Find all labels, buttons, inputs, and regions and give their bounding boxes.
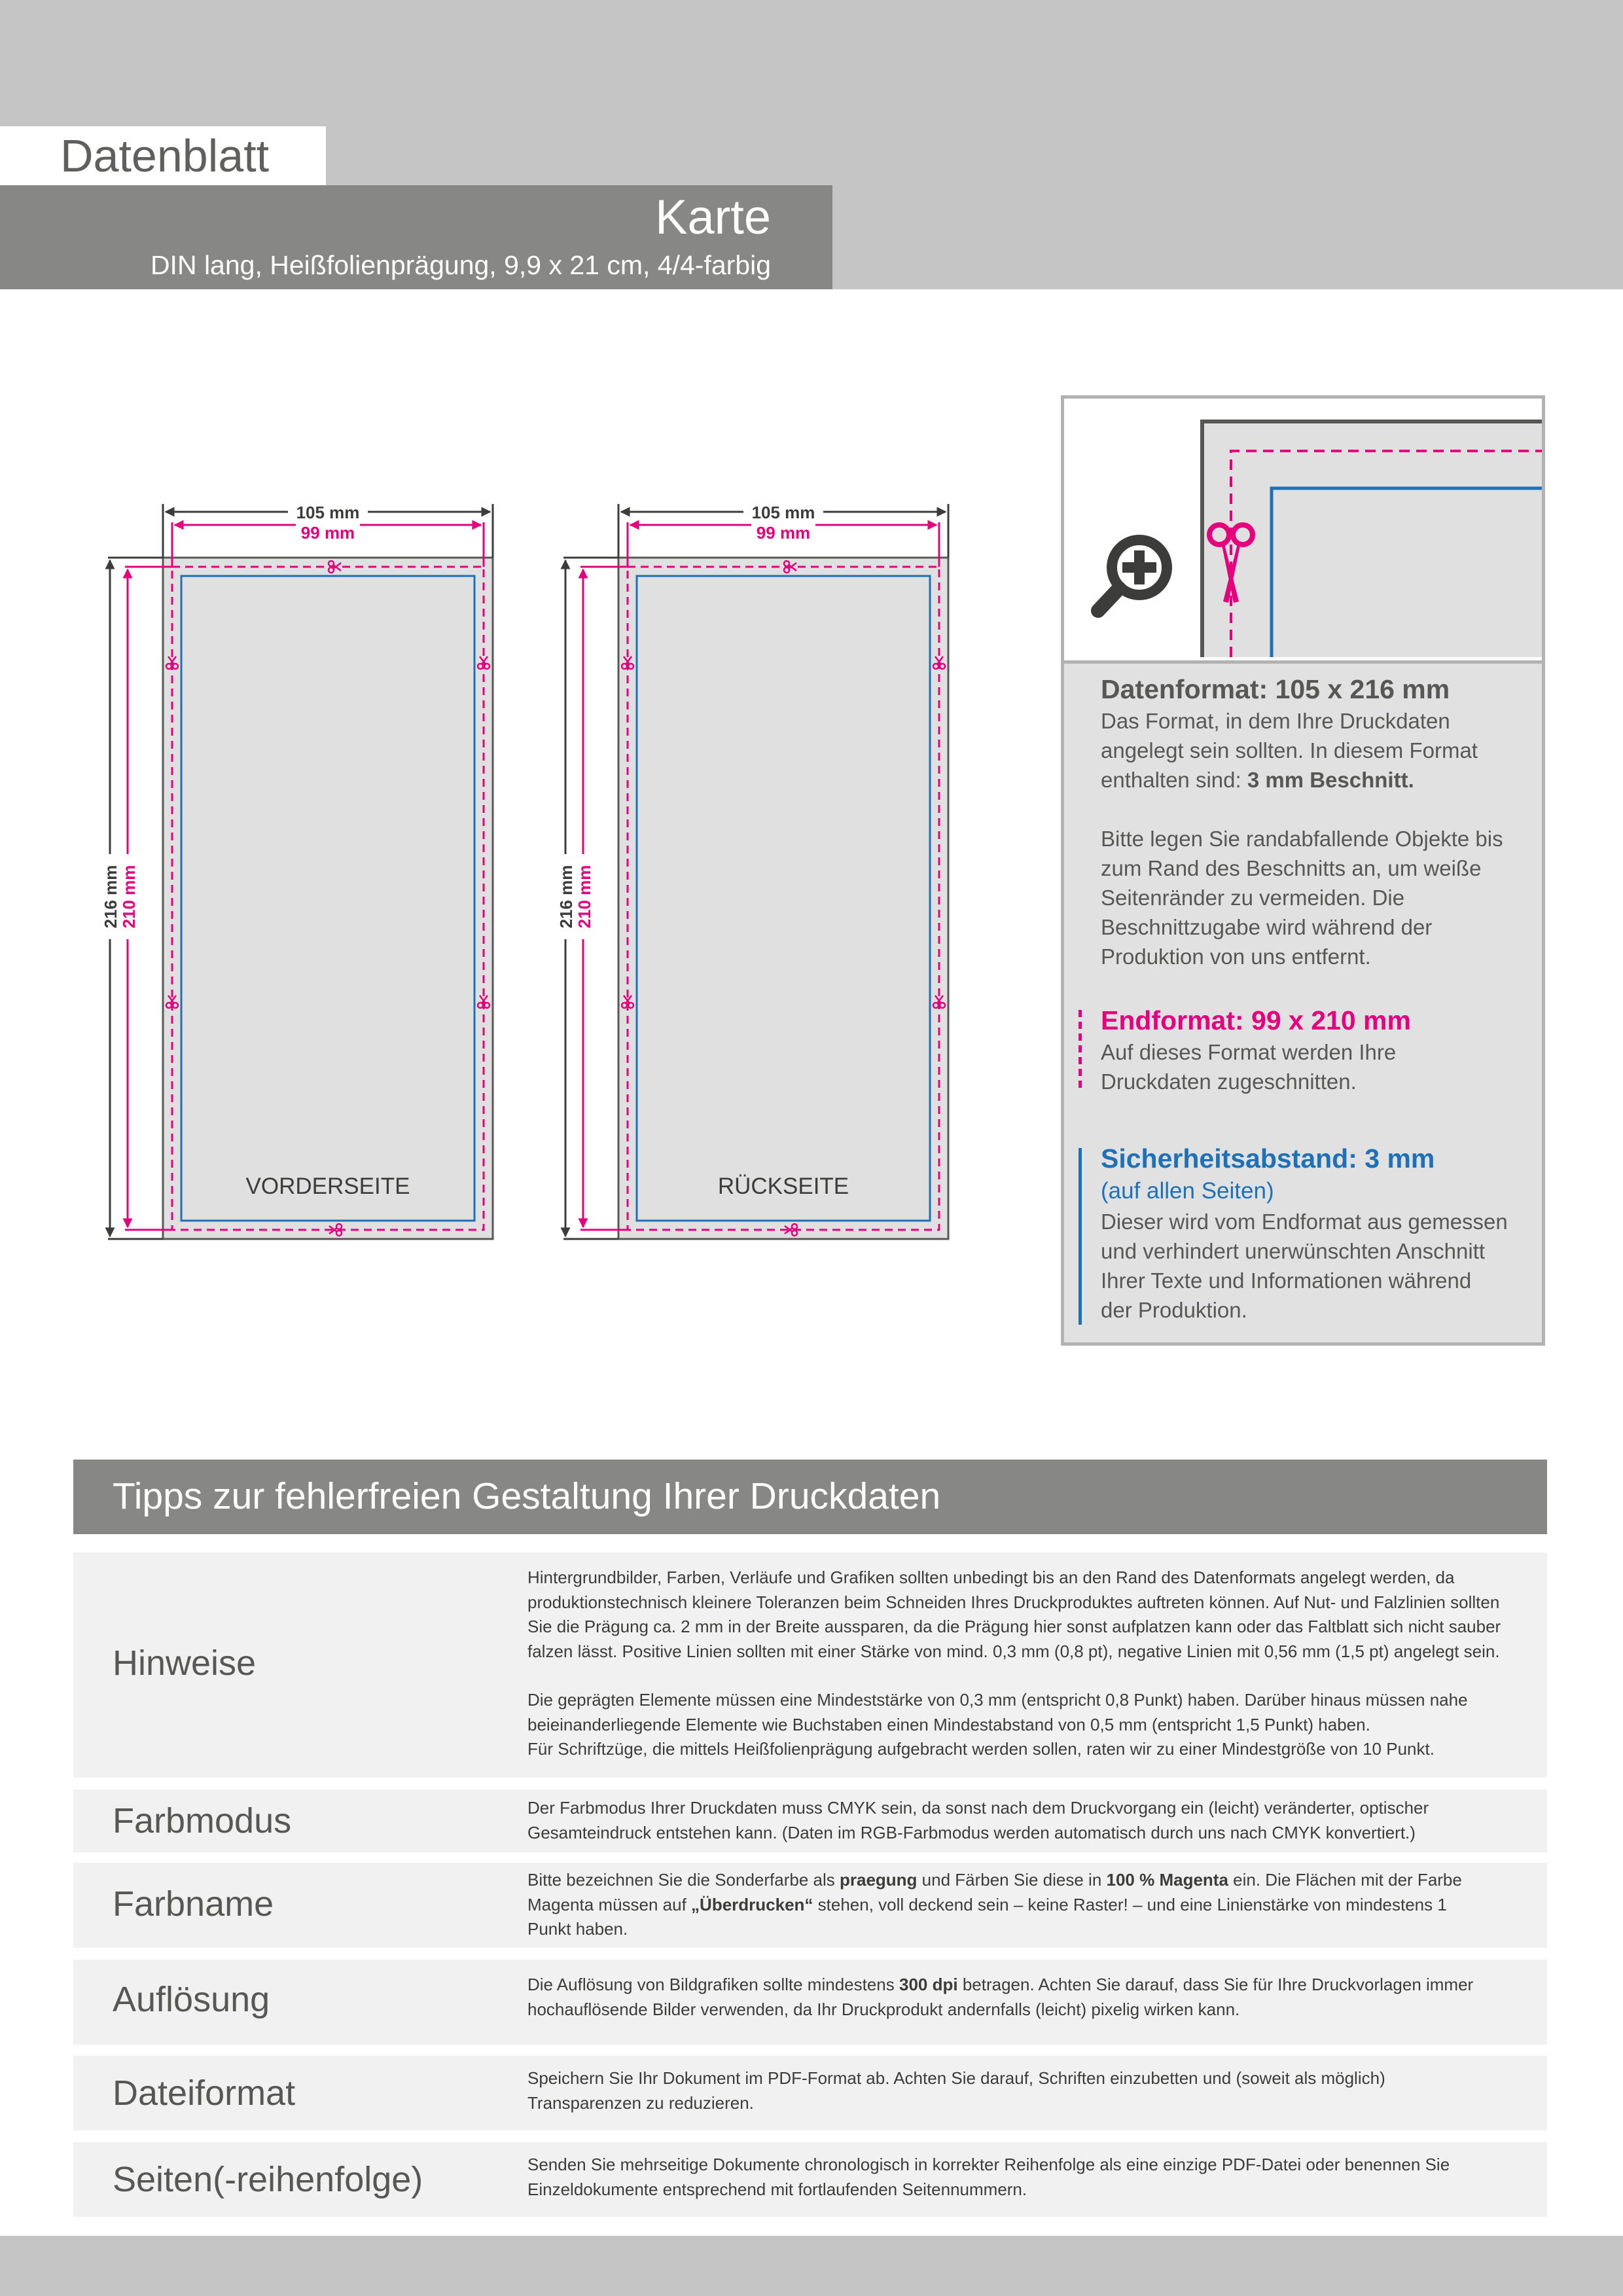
- tip-line: Magenta müssen auf „Überdrucken“ stehen, voll deckend sein – keine Raster! – und eine Linienstärke von mindestens 1: [527, 1894, 1447, 1914]
- tip-label: Seiten(-reihenfolge): [113, 2160, 423, 2199]
- tip-line: Transparenzen zu reduzieren.: [527, 2092, 754, 2113]
- tip-line: Der Farbmodus Ihrer Druckdaten muss CMYK sein, da sonst nach dem Druckvorgang ein (leicht) veränderter, optischer: [527, 1798, 1429, 1818]
- zoom-detail-graphic: [1064, 399, 1542, 660]
- back-width-total: 105 mm: [751, 503, 815, 522]
- footer-band: [0, 2236, 1623, 2296]
- doc-type-title: Datenblatt: [60, 130, 270, 181]
- tips-header: [73, 1460, 1547, 1534]
- tip-line: Hintergrundbilder, Farben, Verläufe und Grafiken sollten unbedingt bis an den Rand des Datenformats angelegt werden, da: [527, 1568, 1455, 1587]
- endformat-heading: Endformat: 99 x 210 mm: [1101, 1005, 1411, 1035]
- back-height-total: 216 mm: [556, 865, 576, 929]
- tip-text: [527, 2066, 1529, 2115]
- tip-line: Bitte bezeichnen Sie die Sonderfarbe als praegung und Färben Sie diese in 100 % Magenta ein. Die Flächen mit der Farbe: [527, 1870, 1462, 1890]
- info-panel: [1061, 395, 1545, 1346]
- front-side-label: VORDERSEITE: [245, 1174, 410, 1199]
- tip-line: produktionstechnisch kleinere Toleranzen beim Schneiden Ihres Druckproduktes auftreten können. Auf Nut- und Falzlinien sollten: [527, 1592, 1500, 1612]
- info-text: [1101, 672, 1520, 971]
- product-title: Karte: [655, 190, 771, 244]
- back-diagram: [555, 500, 948, 1239]
- tip-label: Auflösung: [113, 1980, 270, 2019]
- bleed-line: Produktion von uns entfernt.: [1101, 944, 1371, 969]
- datenformat-line: Das Format, in dem Ihre Druckdaten: [1101, 709, 1450, 733]
- tip-line: Die geprägten Elemente müssen eine Mindeststärke von 0,3 mm (entspricht 0,8 Punkt) haben. Darüber hinaus müssen nahe: [527, 1690, 1468, 1710]
- front-width-final: 99 mm: [300, 523, 355, 543]
- datenformat-line: angelegt sein sollten. In diesem Format: [1101, 738, 1478, 762]
- tip-row-farbname: [73, 1863, 1547, 1948]
- tip-text: [527, 1868, 1529, 1942]
- back-side-label: RÜCKSEITE: [717, 1174, 849, 1199]
- tip-row-farbmodus: [73, 1789, 1547, 1852]
- tips-heading: Tipps zur fehlerfreien Gestaltung Ihrer Druckdaten: [113, 1475, 941, 1517]
- tip-line: Speichern Sie Ihr Dokument im PDF-Format ab. Achten Sie darauf, Schriften einzubetten und (soweit als möglich): [527, 2068, 1385, 2088]
- tip-line: Einzeldokumente entsprechend mit fortlaufenden Seitennummern.: [527, 2179, 1027, 2199]
- tip-label: Hinweise: [113, 1643, 257, 1683]
- tip-label: Farbmodus: [113, 1801, 292, 1840]
- endformat-line: Druckdaten zugeschnitten.: [1101, 1069, 1357, 1094]
- tip-line: Senden Sie mehrseitige Dokumente chronologisch in korrekter Reihenfolge als eine einzige PDF-Datei oder benennen Sie: [527, 2155, 1450, 2174]
- tip-label: Dateiformat: [113, 2073, 296, 2113]
- bleed-line: zum Rand des Beschnitts an, um weiße: [1101, 856, 1482, 880]
- back-width-final: 99 mm: [756, 523, 811, 543]
- endformat-line: Auf dieses Format werden Ihre: [1101, 1040, 1397, 1064]
- tip-text: [527, 1973, 1529, 2022]
- bleed-line: Seitenränder zu vermeiden. Die: [1101, 886, 1405, 910]
- tip-line: Für Schriftzüge, die mittels Heißfolienprägung aufgebracht werden sollen, raten wir zu einer Mindestgröße von 10 Punkt.: [527, 1739, 1435, 1759]
- back-data-format: [618, 558, 948, 1239]
- safety-marker: [1079, 1148, 1082, 1325]
- endformat-marker: [1079, 1010, 1082, 1092]
- safety-line: Dieser wird vom Endformat aus gemessen: [1101, 1210, 1508, 1234]
- safety-line: Ihrer Texte und Informationen während: [1101, 1268, 1472, 1293]
- tip-line: beieinanderliegende Elemente wie Buchstaben einen Mindestabstand von 0,5 mm (entspricht 1,5 Punkt) haben.: [527, 1714, 1370, 1734]
- front-diagram: [99, 500, 493, 1239]
- tip-line: hochauflösende Bilder verwenden, da Ihr Druckprodukt andernfalls (leicht) pixelig wirken kann.: [527, 1999, 1240, 2019]
- front-width-total: 105 mm: [296, 503, 360, 522]
- front-height-total: 216 mm: [101, 865, 120, 929]
- tip-row-dateiformat: [73, 2056, 1547, 2130]
- bleed-emphasis: 3 mm Beschnitt.: [1247, 768, 1414, 792]
- tip-line: Punkt haben.: [527, 1919, 628, 1939]
- safety-line: und verhindert unerwünschten Anschnitt: [1101, 1239, 1486, 1263]
- bleed-line: Beschnittzugabe wird während der: [1101, 915, 1433, 939]
- safety-block: [1101, 1141, 1533, 1325]
- tip-line: Gesamteindruck entstehen kann. (Daten im RGB-Farbmodus werden automatisch durch uns nach CMYK konvertiert.): [527, 1822, 1416, 1842]
- tip-text: [527, 2153, 1529, 2202]
- tip-line: Sie die Prägung ca. 2 mm in der Breite aussparen, da die Prägung hier sonst aufplatzen kann oder das Faltblatt sich nicht sauber: [527, 1617, 1501, 1636]
- endformat-block: [1101, 1003, 1520, 1096]
- tip-label: Farbname: [113, 1884, 274, 1924]
- safety-subheading: (auf allen Seiten): [1101, 1178, 1274, 1204]
- zoom-in-icon: [1098, 540, 1167, 611]
- tip-row-seiten: [73, 2142, 1547, 2217]
- datenformat-line: enthalten sind: 3 mm Beschnitt.: [1101, 768, 1414, 792]
- zoom-detail: [1064, 399, 1542, 664]
- front-height-final: 210 mm: [119, 865, 139, 929]
- tip-line: Die Auflösung von Bildgrafiken sollte mindestens 300 dpi betragen. Achten Sie darauf, dass Sie für Ihre Druckvorlagen immer: [527, 1975, 1474, 1994]
- tip-text: [527, 1566, 1529, 1762]
- front-data-format: [163, 558, 493, 1239]
- datenformat-heading: Datenformat: 105 x 216 mm: [1101, 674, 1450, 704]
- back-height-final: 210 mm: [575, 865, 594, 929]
- tip-row-aufloesung: [73, 1960, 1547, 2045]
- safety-line: der Produktion.: [1101, 1298, 1247, 1322]
- product-spec: DIN lang, Heißfolienprägung, 9,9 x 21 cm, 4/4-farbig: [150, 250, 771, 280]
- bleed-line: Bitte legen Sie randabfallende Objekte bis: [1101, 827, 1503, 851]
- safety-heading: Sicherheitsabstand: 3 mm: [1101, 1143, 1435, 1174]
- tip-line: falzen lässt. Positive Linien sollten mit einer Stärke von mind. 0,3 mm (0,8 pt), negative Linien mit 0,56 mm (1,5 pt) angelegt sein.: [527, 1641, 1500, 1661]
- tip-text: [527, 1796, 1529, 1845]
- tip-row-hinweise: [73, 1552, 1547, 1778]
